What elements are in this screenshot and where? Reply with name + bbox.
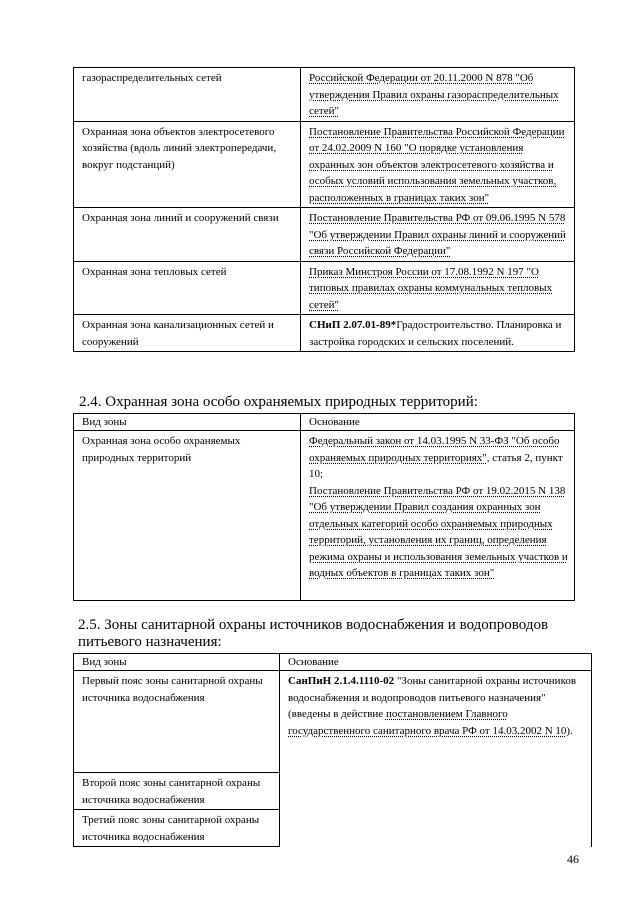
column-header-basis: Основание xyxy=(301,414,575,431)
table-row xyxy=(74,208,575,262)
basis-cell xyxy=(280,671,592,847)
snip-title: Градостроительство. Планировка и застройка городских и сельских поселений. xyxy=(309,319,562,348)
article-ref: , статья 2, пункт 10; xyxy=(309,451,563,480)
zone-kind-cell: Охранная зона особо охраняемых природных территорий xyxy=(74,431,301,601)
column-header-kind: Вид зоны xyxy=(74,414,301,431)
sanitary-zones-table xyxy=(73,653,592,847)
snip-code: СНиП 2.07.01-89* xyxy=(309,319,397,331)
table-row xyxy=(74,121,575,208)
table-row xyxy=(74,671,592,773)
table-header-row xyxy=(74,414,575,431)
closing-paren: ). xyxy=(566,724,573,737)
column-header-kind: Вид зоны xyxy=(74,654,280,671)
second-belt-cell: Второй пояс зоны санитарной охраны источника водоснабжения xyxy=(74,773,280,810)
section-2-4-heading: 2.4. Охранная зона особо охраняемых природных территорий: xyxy=(79,394,478,410)
table-row xyxy=(74,261,575,315)
page-number: 46 xyxy=(567,852,579,866)
federal-law-link[interactable]: Федеральный закон от 14.03.1995 N 33-ФЗ "Об особо охраняемых природных территориях" xyxy=(309,435,560,464)
third-belt-cell: Третий пояс зоны санитарной охраны источника водоснабжения xyxy=(74,810,280,847)
natural-territories-table xyxy=(73,413,575,601)
basis-link[interactable]: Постановление Правительства РФ от 09.06.1995 N 578 "Об утверждении Правил охраны линий и сооружений связи Российской Федерации" xyxy=(301,208,575,262)
zone-kind-cell: Охранная зона канализационных сетей и сооружений xyxy=(74,315,301,352)
government-decree-link[interactable]: Постановление Правительства РФ от 19.02.2015 N 138 "Об утверждении Правил создания охранных зон отдельных категорий особо охраняемых природных территорий, установления их границ, определения режима охраны и использования земельных участков и водных объектов в границах таких зон" xyxy=(309,484,568,579)
table-header-row xyxy=(74,654,592,671)
zone-kind-cell: Охранная зона линий и сооружений связи xyxy=(74,208,301,262)
zone-kind-cell: газораспределительных сетей xyxy=(74,68,301,122)
basis-link[interactable]: Приказ Минстроя России от 17.08.1992 N 197 "О типовых правилах охраны коммунальных тепловых сетей" xyxy=(301,261,575,315)
protection-zones-table xyxy=(73,67,575,352)
basis-cell xyxy=(301,431,575,601)
resolution-link[interactable]: постановлением Главного государственного санитарного врача РФ от 14.03.2002 N 10 xyxy=(288,708,567,737)
sanpin-title: "Зоны санитарной охраны источников водоснабжения и водопроводов питьевого назначения" (введены в действие xyxy=(288,675,577,720)
sanpin-code: СанПиН 2.1.4.1110-02 xyxy=(288,675,395,687)
table-row xyxy=(74,68,575,122)
table-row xyxy=(74,431,575,601)
basis-link[interactable]: Постановление Правительства Российской Федерации от 24.02.2009 N 160 "О порядке установления охранных зон объектов электросетевого хозяйства и особых условий использования земельных участков, расположенных в границах таких зон" xyxy=(301,121,575,208)
zone-kind-cell: Охранная зона тепловых сетей xyxy=(74,261,301,315)
column-header-basis: Основание xyxy=(280,654,592,671)
section-2-5-heading: 2.5. Зоны санитарной охраны источников водоснабжения и водопроводов питьевого назначения: xyxy=(78,617,549,650)
basis-link[interactable]: Российской Федерации от 20.11.2000 N 878 "Об утверждения Правил охраны газораспределительных сетей" xyxy=(301,68,575,122)
first-belt-cell: Первый пояс зоны санитарной охраны источника водоснабжения xyxy=(74,671,280,773)
basis-cell xyxy=(301,315,575,352)
table-row xyxy=(74,315,575,352)
zone-kind-cell: Охранная зона объектов электросетевого хозяйства (вдоль линий электропередачи, вокруг подстанций) xyxy=(74,121,301,208)
